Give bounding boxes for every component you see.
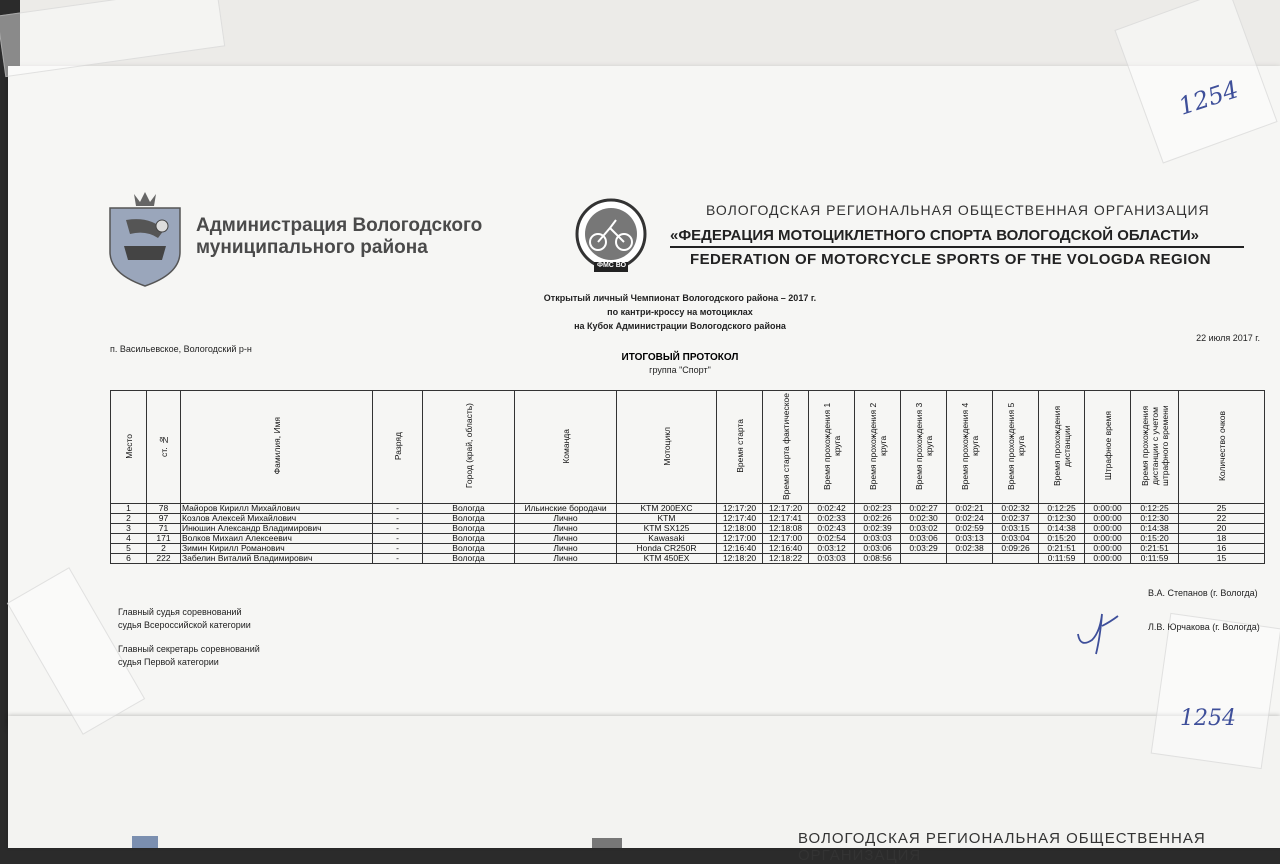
table-cell: 5 — [111, 544, 147, 554]
table-row — [111, 554, 1265, 564]
table-cell: 0:00:00 — [1085, 534, 1131, 544]
bottom-org-line: ВОЛОГОДСКАЯ РЕГИОНАЛЬНАЯ ОБЩЕСТВЕННАЯ ОРГАНИЗАЦИЯ — [798, 830, 1206, 864]
table-cell: Майоров Кирилл Михайлович — [181, 504, 373, 514]
col-header: Время прохождения 2 круга — [855, 391, 901, 504]
table-cell: 0:15:20 — [1131, 534, 1179, 544]
event-line3: на Кубок Администрации Вологодского района — [574, 321, 786, 331]
table-cell: 0:02:30 — [901, 514, 947, 524]
col-header: Место — [111, 391, 147, 504]
table-cell: 15 — [1179, 554, 1265, 564]
col-header: Время прохождения 3 круга — [901, 391, 947, 504]
table-cell: 25 — [1179, 504, 1265, 514]
table-cell: 0:08:56 — [855, 554, 901, 564]
admin-title-line1: Администрация Вологодского — [196, 215, 483, 236]
secretary-name: Л.В. Юрчакова (г. Вологда) — [1148, 622, 1260, 632]
table-cell: 0:14:38 — [1039, 524, 1085, 534]
table-cell: KTM SX125 — [617, 524, 717, 534]
table-cell: KTM 450EX — [617, 554, 717, 564]
table-cell: Волков Михаил Алексеевич — [181, 534, 373, 544]
col-header: Время старта — [717, 391, 763, 504]
table-cell: 0:02:32 — [993, 504, 1039, 514]
secretary-title-line2: судья Первой категории — [118, 657, 219, 667]
table-cell: Вологда — [423, 534, 515, 544]
table-cell: 2 — [111, 514, 147, 524]
table-cell: 12:17:40 — [717, 514, 763, 524]
table-header-row — [111, 391, 1265, 504]
table-cell: 6 — [111, 554, 147, 564]
table-cell: 0:02:59 — [947, 524, 993, 534]
table-cell: 0:11:59 — [1131, 554, 1179, 564]
table-cell: 0:02:27 — [901, 504, 947, 514]
table-cell: Вологда — [423, 554, 515, 564]
table-cell: - — [373, 544, 423, 554]
table-cell: 4 — [111, 534, 147, 544]
table-row — [111, 534, 1265, 544]
org-line3: FEDERATION OF MOTORCYCLE SPORTS OF THE VOLOGDA REGION — [690, 251, 1211, 268]
table-cell — [901, 554, 947, 564]
table-cell: 0:03:04 — [993, 534, 1039, 544]
col-header: Город (край, область) — [423, 391, 515, 504]
table-cell: 71 — [147, 524, 181, 534]
handwritten-number: 1254 — [1175, 75, 1242, 121]
table-cell: 0:03:13 — [947, 534, 993, 544]
org-divider — [670, 246, 1244, 248]
table-cell: 0:00:00 — [1085, 544, 1131, 554]
protocol-title: ИТОГОВЫЙ ПРОТОКОЛ — [621, 352, 739, 363]
table-cell: - — [373, 554, 423, 564]
table-cell: Вологда — [423, 544, 515, 554]
table-row — [111, 504, 1265, 514]
table-cell: 18 — [1179, 534, 1265, 544]
table-cell: KTM 200EXC — [617, 504, 717, 514]
table-cell: 0:00:00 — [1085, 514, 1131, 524]
table-cell: Ильинские бородачи — [515, 504, 617, 514]
col-header: Время прохождения дистанции с учетом штрафного времени — [1131, 391, 1179, 504]
table-cell: 0:15:20 — [1039, 534, 1085, 544]
table-cell: 0:03:03 — [809, 554, 855, 564]
table-cell — [993, 554, 1039, 564]
table-cell: 0:02:54 — [809, 534, 855, 544]
table-cell: 0:00:00 — [1085, 504, 1131, 514]
table-cell: 0:02:23 — [855, 504, 901, 514]
bottom-logo-icon — [592, 838, 622, 848]
table-cell: 0:02:21 — [947, 504, 993, 514]
col-header: Время прохождения дистанции — [1039, 391, 1085, 504]
table-cell: Лично — [515, 524, 617, 534]
table-cell: Вологда — [423, 514, 515, 524]
table-cell: 0:02:24 — [947, 514, 993, 524]
fms-logo-icon — [566, 198, 656, 279]
table-cell: Kawasaki — [617, 534, 717, 544]
table-cell: 78 — [147, 504, 181, 514]
admin-title-line2: муниципального района — [196, 237, 428, 258]
col-header: Штрафное время — [1085, 391, 1131, 504]
table-cell: 0:12:25 — [1039, 504, 1085, 514]
table-cell: Вологда — [423, 524, 515, 534]
table-cell: 12:17:00 — [717, 534, 763, 544]
table-cell: Лично — [515, 534, 617, 544]
table-cell: 12:16:40 — [763, 544, 809, 554]
col-header: Количество очков — [1179, 391, 1265, 504]
table-cell: 171 — [147, 534, 181, 544]
col-header: Разряд — [373, 391, 423, 504]
table-cell: 20 — [1179, 524, 1265, 534]
table-cell: Вологда — [423, 504, 515, 514]
location: п. Васильевское, Вологодский р-н — [110, 344, 252, 354]
col-header: Время прохождения 4 круга — [947, 391, 993, 504]
table-cell: - — [373, 524, 423, 534]
handwritten-number-bottom: 1254 — [1180, 706, 1236, 731]
fms-logo-label: ФМС ВО — [597, 262, 627, 269]
table-cell: 22 — [1179, 514, 1265, 524]
judge-title-line2: судья Всероссийской категории — [118, 620, 251, 630]
table-cell: 0:02:38 — [947, 544, 993, 554]
event-line1: Открытый личный Чемпионат Вологодского района – 2017 г. — [543, 293, 817, 303]
table-cell: 0:12:30 — [1131, 514, 1179, 524]
table-cell: - — [373, 504, 423, 514]
table-cell: Инюшин Александр Владимирович — [181, 524, 373, 534]
table-cell: 0:12:30 — [1039, 514, 1085, 524]
table-cell: 0:11:59 — [1039, 554, 1085, 564]
table-cell: 12:17:20 — [717, 504, 763, 514]
table-cell: 0:03:03 — [855, 534, 901, 544]
table-cell: 0:02:33 — [809, 514, 855, 524]
table-cell: Honda CR250R — [617, 544, 717, 554]
table-cell: 0:21:51 — [1039, 544, 1085, 554]
table-cell: - — [373, 534, 423, 544]
table-cell: 0:21:51 — [1131, 544, 1179, 554]
table-cell: 3 — [111, 524, 147, 534]
table-cell: Козлов Алексей Михайлович — [181, 514, 373, 524]
results-body — [111, 504, 1265, 564]
table-cell: 222 — [147, 554, 181, 564]
table-cell: 0:03:15 — [993, 524, 1039, 534]
table-cell: Лично — [515, 514, 617, 524]
col-header: Команда — [515, 391, 617, 504]
table-cell: 12:17:20 — [763, 504, 809, 514]
signature-mark — [1072, 604, 1132, 669]
table-cell: 12:17:00 — [763, 534, 809, 544]
table-cell: 1 — [111, 504, 147, 514]
table-cell: 12:18:22 — [763, 554, 809, 564]
event-line2: по кантри-кроссу на мотоциклах — [607, 307, 753, 317]
secretary-title-line1: Главный секретарь соревнований — [118, 644, 260, 654]
col-header: Мотоцикл — [617, 391, 717, 504]
table-row — [111, 514, 1265, 524]
table-cell: 12:18:00 — [717, 524, 763, 534]
table-cell: 0:03:12 — [809, 544, 855, 554]
table-cell: Лично — [515, 554, 617, 564]
background-sheet-bottom — [8, 716, 1280, 864]
table-cell: 0:02:42 — [809, 504, 855, 514]
org-line2: «ФЕДЕРАЦИЯ МОТОЦИКЛЕТНОГО СПОРТА ВОЛОГОДСКОЙ ОБЛАСТИ» — [670, 227, 1200, 244]
table-cell: 0:03:06 — [901, 534, 947, 544]
table-row — [111, 524, 1265, 534]
table-cell: 0:00:00 — [1085, 524, 1131, 534]
event-date: 22 июля 2017 г. — [1196, 333, 1260, 343]
table-cell: 0:03:29 — [901, 544, 947, 554]
table-cell — [947, 554, 993, 564]
table-cell: 0:02:26 — [855, 514, 901, 524]
table-cell: 0:02:43 — [809, 524, 855, 534]
col-header: ст. № — [147, 391, 181, 504]
table-cell: 0:00:00 — [1085, 554, 1131, 564]
table-cell: 0:14:38 — [1131, 524, 1179, 534]
col-header: Время старта фактическое — [763, 391, 809, 504]
table-cell: 0:02:37 — [993, 514, 1039, 524]
vologda-crest-icon — [106, 190, 184, 293]
table-cell: 2 — [147, 544, 181, 554]
table-row — [111, 544, 1265, 554]
judge-name: В.А. Степанов (г. Вологда) — [1148, 588, 1258, 598]
col-header: Время прохождения 1 круга — [809, 391, 855, 504]
col-header: Фамилия, Имя — [181, 391, 373, 504]
table-cell: 0:03:06 — [855, 544, 901, 554]
table-cell: - — [373, 514, 423, 524]
table-cell: 97 — [147, 514, 181, 524]
table-cell: Лично — [515, 544, 617, 554]
tape-bottom-right — [1151, 613, 1280, 769]
table-cell: 0:03:02 — [901, 524, 947, 534]
table-cell: KTM — [617, 514, 717, 524]
col-header: Время прохождения 5 круга — [993, 391, 1039, 504]
table-cell: 12:17:41 — [763, 514, 809, 524]
judge-title-line1: Главный судья соревнований — [118, 607, 242, 617]
results-table — [110, 390, 1265, 564]
table-cell: 12:16:40 — [717, 544, 763, 554]
table-cell: 16 — [1179, 544, 1265, 554]
table-cell: Забелин Виталий Владимирович — [181, 554, 373, 564]
table-cell: 0:09:26 — [993, 544, 1039, 554]
table-cell: 12:18:08 — [763, 524, 809, 534]
bottom-crest-icon — [132, 836, 158, 848]
table-cell: 0:12:25 — [1131, 504, 1179, 514]
table-cell: 12:18:20 — [717, 554, 763, 564]
group-label: группа "Спорт" — [649, 365, 711, 375]
org-line1: ВОЛОГОДСКАЯ РЕГИОНАЛЬНАЯ ОБЩЕСТВЕННАЯ ОРГАНИЗАЦИЯ — [706, 202, 1210, 218]
table-cell: Зимин Кирилл Романович — [181, 544, 373, 554]
table-cell: 0:02:39 — [855, 524, 901, 534]
